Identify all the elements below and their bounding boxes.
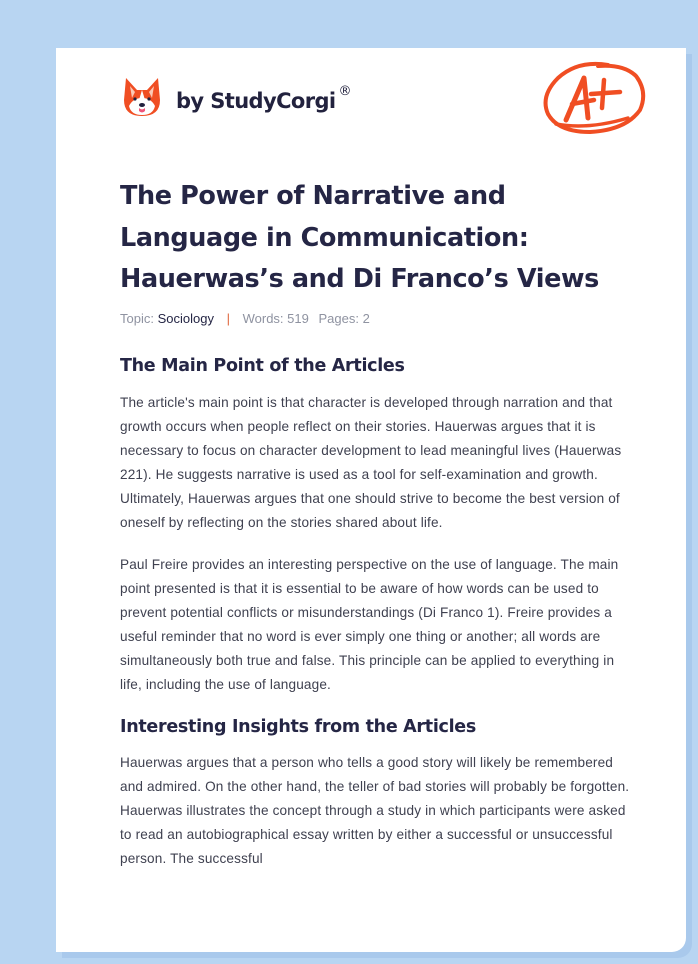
- paragraph: Paul Freire provides an interesting perspective on the use of language. The main point presented is that it is essential to be aware of how words can be used to prevent potential conflicts or misunderstandings (Di Franco 1). Freire provides a useful reminder that no word is ever simply one thing or another; all words are simultaneously both true and false. This principle can be applied to everything in life, including the use of language.: [120, 557, 619, 692]
- document-body: [120, 354, 630, 871]
- paragraph: Hauerwas argues that a person who tells a good story will likely be remembered and admired. On the other hand, the teller of bad stories will probably be forgotten. Hauerwas illustrates the concept through a study in which participants were asked to read an autobiographical essay written by either a successful or unsuccessful person. The successful: [120, 755, 630, 866]
- corgi-logo-icon: [122, 76, 162, 120]
- words-label: Words:: [242, 311, 284, 326]
- document-card: [56, 48, 686, 952]
- section-heading: Interesting Insights from the Articles: [120, 717, 476, 737]
- document-title: The Power of Narrative and Language in Communication: Hauerwas’s and Di Franco’s Views: [120, 181, 599, 294]
- topic-label: Topic:: [120, 311, 154, 326]
- document-meta: [120, 311, 370, 326]
- registered-mark: ®: [338, 83, 352, 99]
- a-plus-grade-icon: [538, 58, 648, 140]
- brand-name: by StudyCorgi: [176, 89, 336, 113]
- pages-label: Pages:: [318, 311, 359, 326]
- paragraph: The article's main point is that character is developed through narration and that growth occurs when people reflect on their stories. Hauerwas argues that it is necessary to focus on character development to lead meaningful lives (Hauerwas 221). He suggests narrative is used as a tool for self-examination and growth. Ultimately, Hauerwas argues that one should strive to become the best version of oneself by reflecting on the stories shared about life.: [120, 395, 622, 530]
- words-value: 519: [287, 311, 309, 326]
- section-heading: The Main Point of the Articles: [120, 356, 405, 376]
- meta-separator: |: [226, 311, 230, 326]
- brand-header[interactable]: [122, 76, 352, 120]
- topic-value[interactable]: Sociology: [157, 311, 214, 326]
- pages-value: 2: [362, 311, 370, 326]
